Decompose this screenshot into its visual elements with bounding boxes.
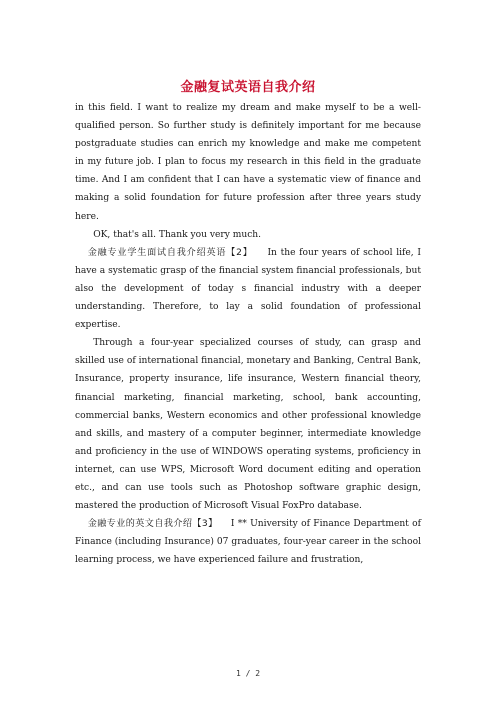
section-heading-2: 金融专业学生面试自我介绍英语【2】 — [87, 247, 253, 258]
paragraph-3 — [75, 244, 421, 334]
paragraph-4: Through a four-year specialized courses of study, can grasp and skilled use of international financial, monetary and Banking, Central Bank, Insurance, property insurance, life insurance, Western financial theory, financial marketing, financial marketing, school, bank accounting, commercial banks, Western economics and other professional knowledge and skills, and mastery of a computer beginner, intermediate knowledge and proficiency in the use of WINDOWS operating systems, proficiency in internet, can use WPS, Microsoft Word document editing and operation etc., and can use tools such as Photoshop software graphic design, mastered the production of Microsoft Visual FoxPro database. — [75, 338, 421, 512]
paragraph-3-text: In the four years of school life, I have a systematic grasp of the financial system financial professionals, but also the development of today s financial industry with a deeper understanding. Therefore, to lay a solid foundation of professional expertise. — [75, 247, 421, 331]
document-title: 金融复试英语自我介绍 — [180, 80, 316, 95]
paragraph-5-text: I ** University of Finance Department of Finance (including Insurance) 07 graduates, four-year career in the school learning process, we have experienced failure and frustration, — [75, 519, 421, 566]
paragraph-2: OK, that's all. Thank you very much. — [93, 229, 262, 240]
page-indicator: 1 / 2 — [235, 669, 261, 678]
paragraph-5 — [75, 515, 421, 569]
document-body — [75, 99, 421, 569]
section-heading-3: 金融专业的英文自我介绍【3】 — [87, 519, 218, 530]
paragraph-1: in this field. I want to realize my dream and make myself to be a well-qualified person. So further study is definitely important for me because postgraduate studies can enrich my knowledge and make me competent in my future job. I plan to focus my research in this field in the graduate time. And I am confident that I can have a systematic view of finance and making a solid foundation for future profession after three years study here. — [75, 103, 421, 222]
